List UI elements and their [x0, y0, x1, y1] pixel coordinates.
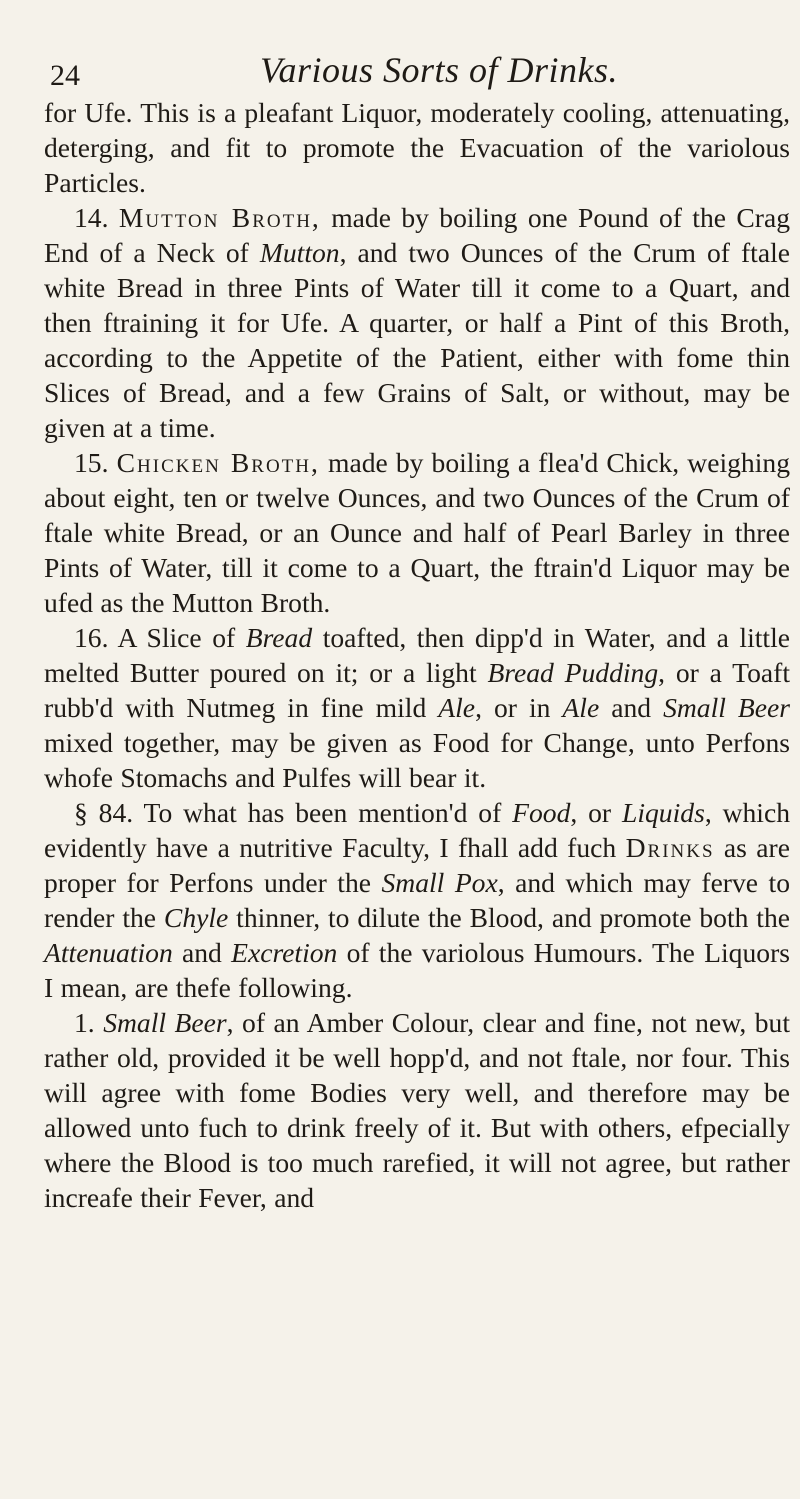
text-run: as are proper for Perfons under the: [44, 832, 790, 898]
text-run: A Slice of: [108, 622, 246, 653]
text-run: thinner, to dilute the Blood, and promote both the: [228, 902, 790, 933]
paragraph-14-mutton-broth: [44, 200, 790, 445]
text-block: [44, 95, 790, 1215]
paragraph-16-bread: [44, 620, 790, 795]
small-caps-term: Drinks: [625, 832, 715, 863]
text-run: , or in: [475, 692, 563, 723]
italic-term: Ale: [438, 692, 476, 723]
paragraph-intro: for Ufe. This is a pleafant Liquor, moderately cooling, attenuating, deterging, and fit to promote the Evacuation of the variolous Particles.: [44, 97, 790, 198]
text-run: made by boiling one Pound of the Crag End of a Neck of: [44, 202, 791, 268]
item-number: 15.: [74, 447, 109, 478]
text-run: of the variolous Humours. The Liquors I mean, are thefe following.: [44, 937, 791, 1003]
text-run: , or a Toaft rubb'd with Nutmeg in fine mild: [44, 657, 790, 723]
paragraph-1-small-beer: [44, 1005, 790, 1215]
text-run: , and two Ounces of the Crum of ftale white Bread in three Pints of Water till it come to a Quart, and then ftraining it for Ufe. A quarter, or half a Pint of this Broth, according to the Appetite of the Patient, either with fome thin Slices of Bread, and a few Grains of Salt, or without, may be given at a time.: [44, 237, 790, 443]
text-run: , of an Amber Colour, clear and fine, not new, but rather old, provided it be well hopp'd, and not ftale, nor four. This will agree with fome Bodies very well, and therefore may be allowed unto fuch to drink freely of it. But with others, efpecially where the Blood is too much rarefied, it will not agree, but rather increafe their Fever, and: [44, 1007, 790, 1213]
paragraph-15-chicken-broth: [44, 445, 790, 620]
section-number: § 84.: [74, 797, 134, 828]
text-run: mixed together, may be given as Food for Change, unto Perfons whofe Stomachs and Pulfes will bear it.: [44, 727, 790, 793]
item-number: 1.: [74, 1007, 95, 1038]
italic-term: Attenuation: [44, 937, 173, 968]
text-run: made by boiling a flea'd Chick, weighing about eight, ten or twelve Ounces, and two Ounces of the Crum of ftale white Bread, or an Ounce and half of Pearl Barley in three Pints of Water, till it come to a Quart, the ftrain'd Liquor may be ufed as the Mutton Broth.: [44, 447, 790, 618]
italic-term: Small Beer: [94, 1007, 227, 1038]
italic-term: Excretion: [231, 937, 338, 968]
running-head: Various Sorts of Drinks.: [260, 50, 619, 90]
text-run: and: [172, 937, 232, 968]
text-run: To what has been mention'd of: [133, 797, 513, 828]
italic-term: Chyle: [163, 902, 229, 933]
text-run: , which evidently have a nutritive Faculty, I fhall add fuch: [44, 797, 791, 863]
page-header: [44, 45, 790, 93]
italic-term: Small Pox: [381, 867, 498, 898]
text-run: , and which may ferve to render the: [44, 867, 790, 933]
italic-term: Food: [512, 797, 571, 828]
text-run: and: [599, 692, 664, 723]
text-run: , or: [570, 797, 622, 828]
page-number: 24: [50, 59, 80, 92]
text-run: toafted, then dipp'd in Water, and a little melted Butter poured on it; or a light: [44, 622, 790, 688]
italic-term: Mutton: [259, 237, 340, 268]
italic-term: Bread: [245, 622, 313, 653]
italic-term: Liquids: [622, 797, 705, 828]
item-number: 14.: [74, 202, 109, 233]
italic-term: Ale: [562, 692, 600, 723]
item-title: Chicken Broth,: [116, 447, 320, 478]
item-number: 16.: [74, 622, 109, 653]
item-title: Mutton Broth,: [118, 202, 321, 233]
italic-term: Small Beer: [663, 692, 791, 723]
paragraph-section-84: [44, 795, 790, 1005]
italic-term: Bread Pudding: [487, 657, 659, 688]
